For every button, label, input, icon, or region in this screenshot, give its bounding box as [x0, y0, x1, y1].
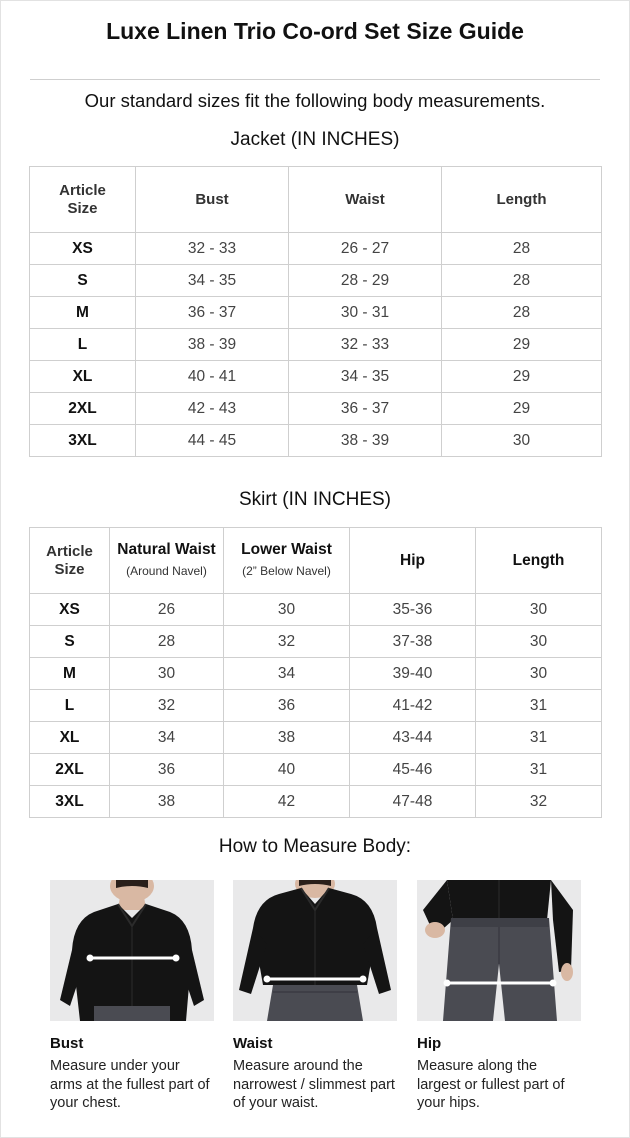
cell-length: 30 [476, 658, 602, 690]
header-length [476, 528, 602, 594]
header-hip [350, 528, 476, 594]
cell-bust: 38 - 39 [136, 329, 289, 361]
cell-lower-waist: 36 [224, 690, 350, 722]
cell-size: S [30, 265, 136, 297]
header-bust: Bust [136, 167, 289, 233]
header-lower-waist [224, 528, 350, 594]
page-title: Luxe Linen Trio Co-ord Set Size Guide [106, 18, 524, 44]
cell-hip: 45-46 [350, 754, 476, 786]
cell-size: 3XL [30, 786, 110, 818]
table-row [30, 393, 602, 425]
cell-lower-waist: 34 [224, 658, 350, 690]
cell-hip: 35-36 [350, 594, 476, 626]
cell-waist: 28 - 29 [289, 265, 442, 297]
header-lower-waist-label: Lower Waist [241, 541, 332, 558]
table-row [30, 722, 602, 754]
cell-lower-waist: 42 [224, 786, 350, 818]
cell-waist: 26 - 27 [289, 233, 442, 265]
cell-size: 2XL [30, 754, 110, 786]
jacket-heading: Jacket (IN INCHES) [230, 129, 400, 150]
cell-hip: 47-48 [350, 786, 476, 818]
table-row [30, 265, 602, 297]
cell-size: XS [30, 233, 136, 265]
cell-length: 31 [476, 754, 602, 786]
hip-measure-photo [417, 880, 581, 1021]
header-length-label: Length [512, 551, 565, 569]
header-size-line2: Size [67, 199, 98, 217]
table-row [30, 626, 602, 658]
header-natural-waist-label: Natural Waist [117, 541, 216, 558]
cell-bust: 44 - 45 [136, 425, 289, 457]
jacket-size-table [29, 166, 602, 457]
table-row [30, 690, 602, 722]
page-subtitle: Our standard sizes fit the following body measurements. [84, 90, 546, 111]
waist-measure-photo [233, 880, 397, 1021]
table-row [30, 658, 602, 690]
table-row [30, 329, 602, 361]
cell-size: XS [30, 594, 110, 626]
header-size-line1: Article [46, 542, 93, 560]
table-header-row [30, 167, 602, 233]
header-lower-waist-note: (2” Below Navel) [242, 564, 331, 578]
skirt-heading: Skirt (IN INCHES) [239, 489, 391, 510]
cell-natural-waist: 36 [110, 754, 224, 786]
measure-card-bust [50, 880, 214, 1113]
header-natural-waist [110, 528, 224, 594]
table-row [30, 594, 602, 626]
cell-length: 30 [476, 594, 602, 626]
cell-waist: 34 - 35 [289, 361, 442, 393]
cell-size: S [30, 626, 110, 658]
cell-size: M [30, 658, 110, 690]
cell-bust: 32 - 33 [136, 233, 289, 265]
header-waist: Waist [289, 167, 442, 233]
table-header-row [30, 528, 602, 594]
cell-waist: 36 - 37 [289, 393, 442, 425]
cell-size: XL [30, 361, 136, 393]
cell-length: 30 [476, 626, 602, 658]
header-hip-label: Hip [400, 551, 425, 569]
cell-waist: 30 - 31 [289, 297, 442, 329]
measure-card-title: Waist [233, 1035, 273, 1052]
cell-lower-waist: 30 [224, 594, 350, 626]
table-row [30, 754, 602, 786]
cell-length: 28 [442, 297, 602, 329]
cell-waist: 38 - 39 [289, 425, 442, 457]
title-divider [30, 79, 600, 80]
header-length: Length [442, 167, 602, 233]
cell-natural-waist: 28 [110, 626, 224, 658]
cell-lower-waist: 32 [224, 626, 350, 658]
bust-measure-photo [50, 880, 214, 1021]
skirt-size-table [29, 527, 602, 818]
table-row [30, 786, 602, 818]
cell-bust: 42 - 43 [136, 393, 289, 425]
table-row [30, 297, 602, 329]
cell-size: L [30, 690, 110, 722]
measure-card-description: Measure around the narrowest / slimmest part of your waist. [233, 1058, 395, 1111]
cell-hip: 43-44 [350, 722, 476, 754]
cell-length: 29 [442, 393, 602, 425]
cell-size: 2XL [30, 393, 136, 425]
header-article-size [30, 167, 136, 233]
cell-length: 28 [442, 265, 602, 297]
cell-length: 32 [476, 786, 602, 818]
measure-card-description: Measure along the largest or fullest part of your hips. [417, 1058, 565, 1111]
header-size-line2: Size [54, 560, 85, 578]
cell-natural-waist: 30 [110, 658, 224, 690]
cell-bust: 36 - 37 [136, 297, 289, 329]
cell-natural-waist: 34 [110, 722, 224, 754]
table-row [30, 233, 602, 265]
cell-length: 31 [476, 690, 602, 722]
measure-card-hip [417, 880, 581, 1113]
cell-length: 28 [442, 233, 602, 265]
cell-hip: 39-40 [350, 658, 476, 690]
cell-hip: 41-42 [350, 690, 476, 722]
measure-heading: How to Measure Body: [218, 836, 412, 857]
cell-length: 29 [442, 361, 602, 393]
cell-lower-waist: 38 [224, 722, 350, 754]
cell-length: 29 [442, 329, 602, 361]
cell-size: 3XL [30, 425, 136, 457]
measure-card-description: Measure under your arms at the fullest part of your chest. [50, 1058, 210, 1111]
measure-card-title: Hip [417, 1035, 442, 1052]
cell-natural-waist: 26 [110, 594, 224, 626]
cell-hip: 37-38 [350, 626, 476, 658]
header-size-line1: Article [59, 181, 106, 199]
cell-natural-waist: 38 [110, 786, 224, 818]
table-row [30, 425, 602, 457]
cell-size: M [30, 297, 136, 329]
cell-natural-waist: 32 [110, 690, 224, 722]
header-article-size [30, 528, 110, 594]
cell-bust: 34 - 35 [136, 265, 289, 297]
cell-lower-waist: 40 [224, 754, 350, 786]
cell-length: 30 [442, 425, 602, 457]
table-row [30, 361, 602, 393]
measure-card-title: Bust [50, 1035, 84, 1052]
cell-length: 31 [476, 722, 602, 754]
cell-size: L [30, 329, 136, 361]
cell-waist: 32 - 33 [289, 329, 442, 361]
cell-bust: 40 - 41 [136, 361, 289, 393]
measure-card-waist [233, 880, 397, 1113]
header-natural-waist-note: (Around Navel) [126, 564, 207, 578]
cell-size: XL [30, 722, 110, 754]
